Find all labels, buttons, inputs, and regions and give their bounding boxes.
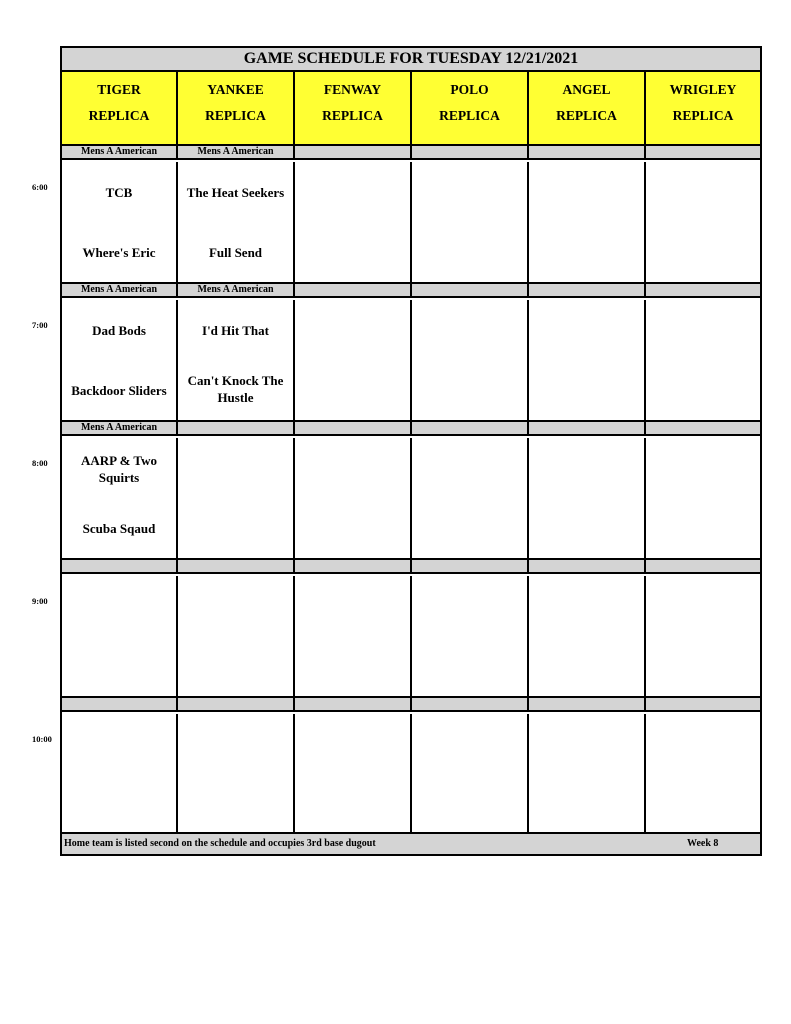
division-label (529, 696, 646, 712)
field-name: TIGER (97, 82, 141, 97)
game-cell (178, 438, 295, 558)
game-cell (295, 300, 412, 420)
game-cell (412, 714, 529, 834)
division-label (295, 420, 412, 436)
game-cell (295, 576, 412, 696)
game-cell (529, 300, 646, 420)
division-label (295, 696, 412, 712)
game-cell (646, 300, 760, 420)
division-label (295, 144, 412, 160)
game-cell (412, 576, 529, 696)
division-label (646, 558, 760, 574)
away-team: Dad Bods (92, 323, 146, 338)
division-label: Mens A American (62, 420, 178, 436)
game-cell (295, 438, 412, 558)
game-cell (529, 714, 646, 834)
game-cell (412, 438, 529, 558)
game-cell (62, 576, 178, 696)
game-cell (62, 714, 178, 834)
game-cell (646, 714, 760, 834)
footer-note: Home team is listed second on the schedule and occupies 3rd base dugout (64, 838, 376, 849)
week-label: Week 8 (687, 838, 719, 849)
game-cell (178, 162, 295, 282)
division-label (62, 558, 178, 574)
field-subtitle: REPLICA (439, 108, 500, 123)
game-cell (412, 300, 529, 420)
division-label (646, 420, 760, 436)
division-label (62, 696, 178, 712)
game-cell (62, 438, 178, 558)
away-team: I'd Hit That (202, 323, 269, 338)
division-label: Mens A American (178, 144, 295, 160)
field-header-1 (178, 72, 295, 144)
home-team: Full Send (208, 245, 263, 260)
time-label: 9:00 (32, 596, 48, 606)
home-team: Where's Eric (82, 245, 156, 260)
division-label (646, 696, 760, 712)
away-team: The Heat Seekers (186, 185, 285, 200)
time-label: 8:00 (32, 458, 48, 468)
field-subtitle: REPLICA (556, 108, 617, 123)
field-subtitle: REPLICA (205, 108, 266, 123)
game-cell (178, 714, 295, 834)
field-subtitle: REPLICA (88, 108, 150, 123)
time-label: 7:00 (32, 320, 48, 330)
field-subtitle: REPLICA (672, 108, 734, 123)
field-name: WRIGLEY (669, 82, 737, 97)
field-header-2 (295, 72, 412, 144)
division-label (412, 420, 529, 436)
home-team: Can't Knock The Hustle (187, 373, 284, 405)
division-label (529, 420, 646, 436)
division-label (178, 696, 295, 712)
game-cell (412, 162, 529, 282)
field-header-0 (62, 72, 178, 144)
game-cell (529, 162, 646, 282)
game-cell (62, 162, 178, 282)
game-cell (178, 576, 295, 696)
game-cell (646, 438, 760, 558)
division-label (412, 558, 529, 574)
game-cell (646, 576, 760, 696)
division-label: Mens A American (62, 282, 178, 298)
game-cell (62, 300, 178, 420)
schedule-footer (62, 832, 760, 854)
division-label (646, 282, 760, 298)
division-label (295, 558, 412, 574)
field-name: FENWAY (323, 82, 382, 97)
division-label (178, 558, 295, 574)
game-cell (529, 576, 646, 696)
division-label (295, 282, 412, 298)
field-header-4 (529, 72, 646, 144)
field-subtitle: REPLICA (322, 108, 383, 123)
schedule-title: GAME SCHEDULE FOR TUESDAY 12/21/2021 (62, 48, 760, 72)
division-label: Mens A American (178, 282, 295, 298)
division-label (529, 144, 646, 160)
game-cell (295, 714, 412, 834)
time-label: 10:00 (32, 734, 52, 744)
field-header-3 (412, 72, 529, 144)
division-label (412, 696, 529, 712)
field-name: YANKEE (207, 82, 264, 97)
division-label (412, 282, 529, 298)
field-name: ANGEL (562, 82, 611, 97)
home-team: Scuba Sqaud (82, 521, 156, 536)
away-team: TCB (105, 185, 133, 200)
game-cell (529, 438, 646, 558)
field-name: POLO (450, 82, 489, 97)
game-cell (646, 162, 760, 282)
division-label (529, 558, 646, 574)
game-cell (295, 162, 412, 282)
home-team: Backdoor Sliders (71, 383, 167, 398)
game-cell (178, 300, 295, 420)
field-header-5 (646, 72, 760, 144)
schedule-sheet (60, 46, 762, 856)
division-label (412, 144, 529, 160)
time-label: 6:00 (32, 182, 48, 192)
division-label (646, 144, 760, 160)
away-team: AARP & Two Squirts (80, 453, 158, 485)
division-label: Mens A American (62, 144, 178, 160)
division-label (529, 282, 646, 298)
division-label (178, 420, 295, 436)
